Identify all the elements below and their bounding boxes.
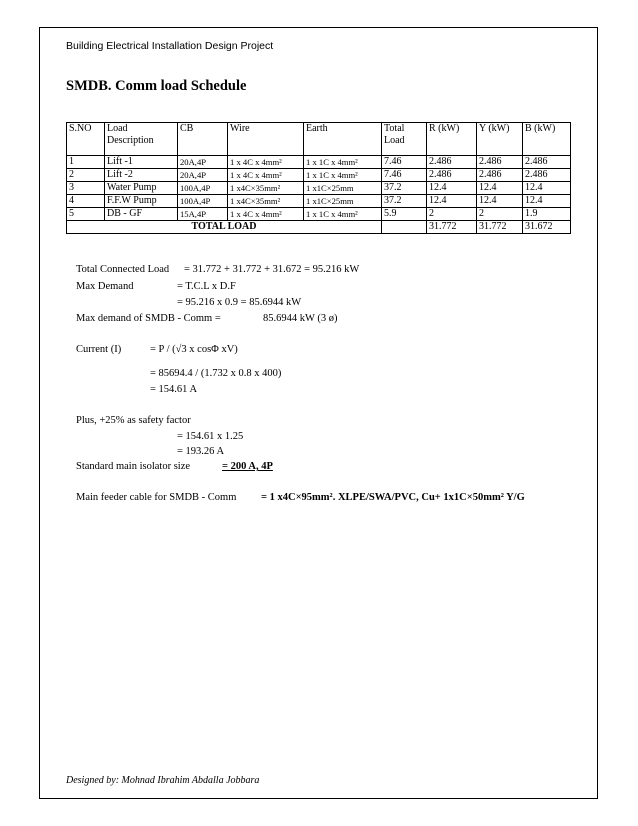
cell: DB - GF — [105, 208, 178, 221]
cell: 20A,4P — [178, 169, 228, 182]
header-cell: B (kW) — [523, 123, 571, 156]
header-cell: Wire — [228, 123, 304, 156]
cell: 5.9 — [382, 208, 427, 221]
header-cell: S.NO — [67, 123, 105, 156]
cell: 2 — [427, 208, 477, 221]
total-load-label: TOTAL LOAD — [67, 221, 382, 234]
cell: 1 x 4C x 4mm² — [228, 156, 304, 169]
total-cell: 31.672 — [523, 221, 571, 234]
table-row — [67, 195, 571, 208]
cell: 20A,4P — [178, 156, 228, 169]
cell: 100A,4P — [178, 195, 228, 208]
cell: 1 x 1C x 4mm² — [304, 208, 382, 221]
safety-factor-label: Plus, +25% as safety factor — [76, 415, 191, 426]
cell: 7.46 — [382, 169, 427, 182]
load-schedule-table — [66, 122, 571, 234]
page-footer: Designed by: Mohnad Ibrahim Abdalla Jobbara — [66, 775, 260, 786]
page-title: SMDB. Comm load Schedule — [66, 78, 247, 94]
cell: 1 x1C×25mm — [304, 195, 382, 208]
isolator-label: Standard main isolator size — [76, 461, 191, 472]
cell: 15A,4P — [178, 208, 228, 221]
feeder-value: = 1 x4C×95mm². XLPE/SWA/PVC, Cu+ 1x1C×50mm² Y/G — [261, 492, 525, 503]
header-cell: Load Description — [105, 123, 178, 156]
cell: 2.486 — [523, 169, 571, 182]
cell: Lift -1 — [105, 156, 178, 169]
table-header-row — [67, 123, 571, 156]
cell: 4 — [67, 195, 105, 208]
cell: 7.46 — [382, 156, 427, 169]
md-formula: = T.C.L x D.F — [177, 281, 236, 292]
current-formula: = P / (√3 x cosΦ xV) — [150, 344, 238, 355]
cell: 12.4 — [477, 182, 523, 195]
header-cell: CB — [178, 123, 228, 156]
cell: Water Pump — [105, 182, 178, 195]
cell: 37.2 — [382, 182, 427, 195]
cell: 37.2 — [382, 195, 427, 208]
cell: 1 x4C×35mm² — [228, 182, 304, 195]
cell: 2 — [67, 169, 105, 182]
total-cell: 31.772 — [427, 221, 477, 234]
safety-factor-value: = 193.26 A — [177, 446, 225, 457]
cell: 12.4 — [523, 182, 571, 195]
current-substitution: = 85694.4 / (1.732 x 0.8 x 400) — [150, 368, 282, 379]
cell: 1 x1C×25mm — [304, 182, 382, 195]
tcl-label: Total Connected Load — [76, 264, 170, 275]
cell: 2.486 — [477, 169, 523, 182]
tcl-value: = 31.772 + 31.772 + 31.672 = 95.216 kW — [184, 264, 360, 275]
header-cell: R (kW) — [427, 123, 477, 156]
cell: 12.4 — [477, 195, 523, 208]
cell — [382, 221, 427, 234]
cell: 12.4 — [523, 195, 571, 208]
cell: 2.486 — [427, 156, 477, 169]
table-row — [67, 182, 571, 195]
cell: Lift -2 — [105, 169, 178, 182]
table-row — [67, 208, 571, 221]
header-cell: Total Load — [382, 123, 427, 156]
mds-label: Max demand of SMDB - Comm = — [76, 313, 221, 324]
cell: 3 — [67, 182, 105, 195]
cell: 2 — [477, 208, 523, 221]
cell: 12.4 — [427, 195, 477, 208]
md-value: = 95.216 x 0.9 = 85.6944 kW — [177, 297, 302, 308]
header-cell: Earth — [304, 123, 382, 156]
feeder-label: Main feeder cable for SMDB - Comm — [76, 492, 237, 503]
cell: 1 x 4C x 4mm² — [228, 169, 304, 182]
table-total-row — [67, 221, 571, 234]
cell: 1 x 1C x 4mm² — [304, 169, 382, 182]
cell: 1 x 1C x 4mm² — [304, 156, 382, 169]
cell: 2.486 — [477, 156, 523, 169]
total-cell: 31.772 — [477, 221, 523, 234]
cell: 2.486 — [523, 156, 571, 169]
cell: 12.4 — [427, 182, 477, 195]
cell: F.F.W Pump — [105, 195, 178, 208]
mds-value: 85.6944 kW (3 ø) — [263, 313, 338, 324]
current-label: Current (I) — [76, 344, 122, 355]
cell: 5 — [67, 208, 105, 221]
current-value: = 154.61 A — [150, 384, 198, 395]
cell: 100A,4P — [178, 182, 228, 195]
cell: 1 x4C×35mm² — [228, 195, 304, 208]
cell: 1 x 4C x 4mm² — [228, 208, 304, 221]
isolator-value: = 200 A, 4P — [222, 461, 273, 472]
table-row — [67, 169, 571, 182]
table-row — [67, 156, 571, 169]
cell: 1 — [67, 156, 105, 169]
md-label: Max Demand — [76, 281, 134, 292]
cell: 2.486 — [427, 169, 477, 182]
header-cell: Y (kW) — [477, 123, 523, 156]
safety-factor-formula: = 154.61 x 1.25 — [177, 431, 244, 442]
page-header: Building Electrical Installation Design Project — [66, 40, 274, 52]
cell: 1.9 — [523, 208, 571, 221]
